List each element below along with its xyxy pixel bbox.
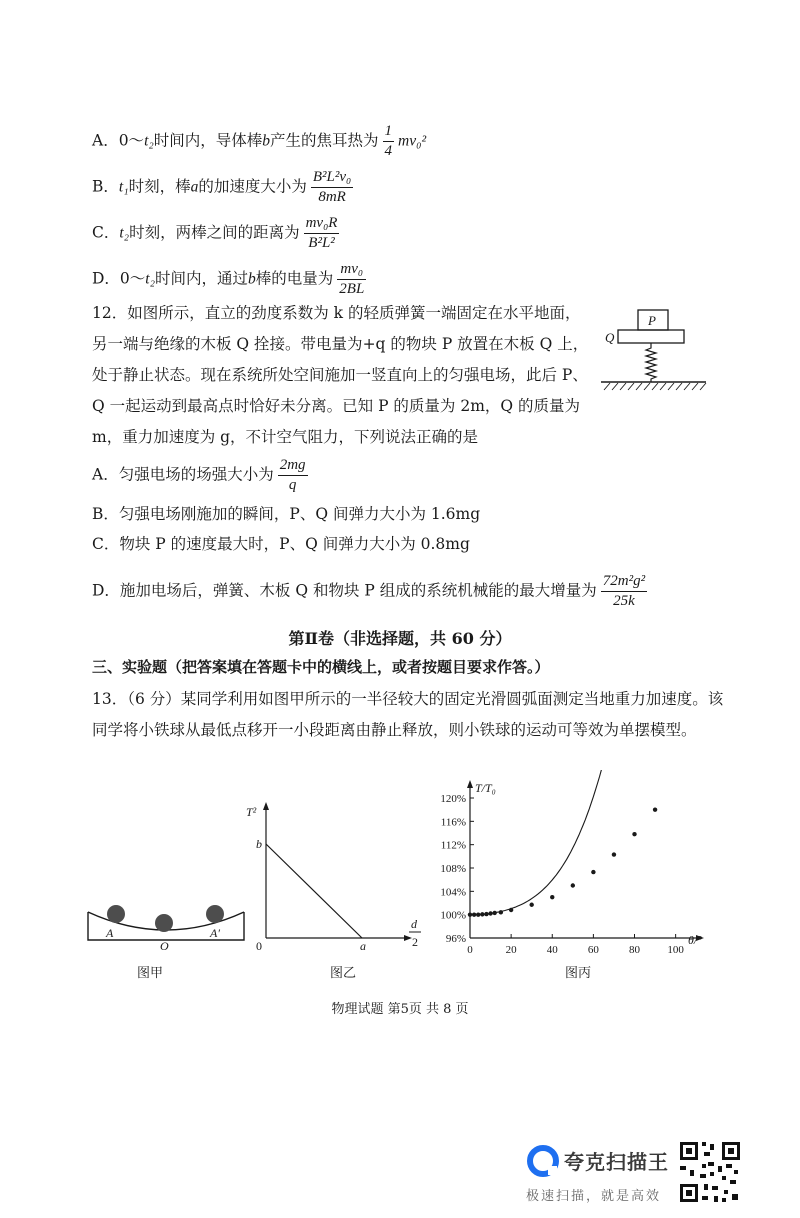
yi-y-arrow [263, 802, 269, 810]
bing-data-point [484, 912, 488, 916]
bing-ylabel: T/T₀ [475, 781, 496, 795]
q11-option-b: B．t₁时刻，棒a的加速度大小为 $\frac{\text{B²L²v₀}}{8mR}$ [92, 169, 352, 205]
yi-xlabel-num: d [411, 917, 417, 931]
scanner-brand: 夸克扫描王 [564, 1150, 669, 1174]
bing-data-point [612, 852, 616, 856]
bing-data-point [571, 883, 575, 887]
bing-x-tick-label: 40 [546, 944, 558, 956]
bing-data-point [480, 912, 484, 916]
bing-data-point [591, 870, 595, 874]
q11-b-fraction: $\frac{\text{B²L²v₀}}{8mR}$ [312, 169, 352, 205]
ground-hatch [604, 383, 706, 390]
q12-a-fraction: $\frac{2mg}{q}$ [279, 457, 306, 493]
block-p-label: P [648, 313, 656, 328]
bing-data-point [492, 911, 496, 915]
section-title: 第Ⅱ卷（非选择题，共 60 分） [288, 629, 512, 648]
figure-yi [240, 796, 430, 956]
bing-data-point [476, 912, 480, 916]
q11-c-fraction: $\frac{\text{mv₀R}}{\text{B²L²}}$ [305, 215, 338, 251]
figure-bing-chart [420, 770, 720, 960]
bing-x-tick-label: 80 [629, 944, 641, 956]
bing-data-point [632, 832, 636, 836]
scanner-watermark [524, 1138, 684, 1208]
q13-line1: 13．（6 分）某同学利用如图甲所示的一半径较大的固定光滑圆弧面测定当地重力加速度。该 [92, 690, 724, 708]
yi-line [266, 844, 362, 938]
scanner-slogan: 极速扫描，就是高效 [526, 1189, 662, 1204]
bing-data-point [472, 912, 476, 916]
ball-center [155, 914, 173, 932]
bing-y-tick-label: 112% [440, 839, 466, 852]
q11-option-d: D．0～t₂时间内，通过b棒的电量为 $\frac{\text{mv₀}}{2BL}$ [92, 261, 365, 297]
bing-y-tick-label: 104% [440, 886, 466, 899]
section-heading: 三、实验题（把答案填在答题卡中的横线上，或者按题目要求作答。） [92, 658, 550, 676]
caption-yi: 图乙 [330, 966, 357, 981]
bing-fit-curve [470, 770, 655, 915]
q12-d-fraction: $\frac{\text{72m²g²}}{25k}$ [602, 573, 646, 609]
yi-b-label: b [256, 837, 262, 851]
bing-x-tick-label: 60 [587, 944, 599, 956]
caption-bing: 图丙 [565, 966, 592, 981]
bing-y-arrow [467, 780, 473, 788]
q11-option-a: A．0～t₂时间内，导体棒b产生的焦耳热为 $\frac{1}{4}$ mv₀² [92, 123, 427, 159]
figure-jia [84, 890, 254, 950]
yi-origin: 0 [256, 939, 262, 953]
q11-a-fraction: $\frac{1}{4}$ [384, 123, 393, 159]
q12-option-d: D．施加电场后，弹簧、木板 Q 和物块 P 组成的系统机械能的最大增量为 $\frac{\text{72m²g²}}{25k}$ [92, 573, 646, 609]
board-q [618, 330, 684, 343]
bing-y-tick-label: 120% [440, 793, 466, 805]
bing-data-point [529, 903, 533, 907]
yi-xlabel-den: 2 [412, 935, 418, 949]
q12-option-b: B．匀强电场刚施加的瞬间，P、Q 间弹力大小为 1.6mg [92, 505, 481, 523]
bing-data-point [499, 910, 503, 914]
spring [646, 343, 656, 382]
bing-data-point [509, 908, 513, 912]
bing-x-tick-label: 0 [467, 944, 473, 956]
q12-option-c: C．物块 P 的速度最大时，P、Q 间弹力大小为 0.8mg [92, 535, 470, 553]
yi-a-label: a [360, 939, 366, 953]
bing-x-tick-label: 100 [667, 944, 684, 956]
label-o: O [160, 939, 169, 950]
bing-y-tick-label: 100% [440, 909, 466, 922]
q12-stem: 12．如图所示，直立的劲度系数为 k 的轻质弹簧一端固定在水平地面，另一端与绝缘的木板 Q 拴接。带电量为+q 的物块 P 放置在木板 Q 上，处于静止状态。现在系统所处空间施加一竖直向上的匀强电场，此后 P、Q 一起运动到最高点时恰好未分离。已知 P 的质量为 2m，Q 的质量为 m，重力加速度为 g，不计空气阻力，下列说法正确的是 [92, 304, 589, 446]
qr-code-icon [678, 1140, 742, 1204]
q12-option-a: A．匀强电场的场强大小为 $\frac{2mg}{q}$ [92, 457, 306, 493]
yi-x-arrow [404, 935, 412, 941]
scanner-logo-icon [526, 1144, 560, 1178]
bing-y-tick-label: 108% [440, 863, 466, 875]
page-footer: 物理试题 第5页 共 8 页 [331, 1002, 469, 1017]
q13-line2: 同学将小铁球从最低点移开一小段距离由静止释放，则小铁球的运动可等效为单摆模型。 [92, 721, 697, 739]
label-a-prime: A′ [210, 926, 220, 940]
board-q-label: Q [605, 330, 615, 345]
q11-d-fraction: $\frac{\text{mv₀}}{2BL}$ [339, 261, 365, 297]
ball-right [206, 905, 224, 923]
bing-data-point [653, 807, 657, 811]
label-a: A [106, 926, 114, 940]
bing-data-point [550, 895, 554, 899]
bing-y-tick-label: 96% [445, 933, 466, 945]
bing-data-point [468, 912, 472, 916]
bing-y-tick-label: 116% [440, 816, 466, 829]
bing-data-point [488, 911, 492, 915]
bing-xlabel: θ/° [688, 933, 703, 947]
bing-x-tick-label: 20 [505, 944, 517, 956]
q11-option-c: C．t₂时刻，两棒之间的距离为 $\frac{\text{mv₀R}}{\text{B²L²}}$ [92, 215, 338, 251]
ball-left [107, 905, 125, 923]
yi-ylabel: T² [246, 805, 257, 819]
q12-spring-figure [596, 306, 711, 396]
caption-jia: 图甲 [137, 966, 164, 981]
